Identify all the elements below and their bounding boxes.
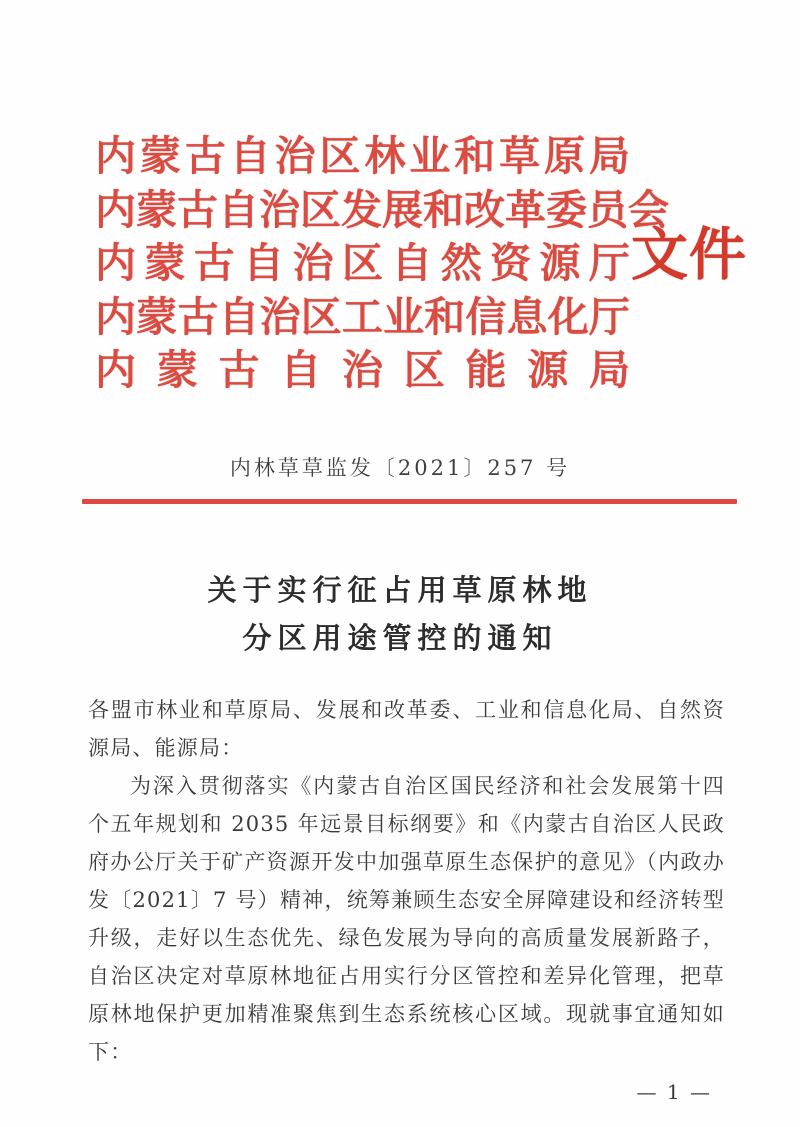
- document-title: [0, 566, 800, 662]
- red-divider: [82, 499, 737, 504]
- letterhead: [95, 130, 747, 398]
- agency-name-development-reform: 内 蒙 古 自 治 区 发 展 和 改 革 委 员 会: [95, 185, 669, 234]
- agency-name-forestry-grassland: 内 蒙 古 自 治 区 林 业 和 草 原 局: [95, 132, 630, 181]
- salutation: 各盟市林业和草原局、发展和改革委、工业和信息化局、自然资源局、能源局：: [88, 698, 725, 760]
- document-number: 内林草草监发〔2021〕257 号: [229, 456, 571, 480]
- agency-name-industry-it: 内 蒙 古 自 治 区 工 业 和 信 息 化 厅: [95, 292, 630, 341]
- document-word-label: 文件: [631, 221, 747, 288]
- agency-name-energy: 内 蒙 古 自 治 区 能 源 局: [95, 346, 630, 395]
- agency-name-natural-resources: 内 蒙 古 自 治 区 自 然 资 源 厅: [95, 239, 630, 288]
- body-paragraph: 为深入贯彻落实《内蒙古自治区国民经济和社会发展第十四个五年规划和 2035 年远景目标纲要》和《内蒙古自治区人民政府办公厅关于矿产资源开发中加强草原生态保护的意见》（内政办发〔2021〕7 号）精神，统筹兼顾生态安全屏障建设和经济转型升级，走好以生态优先、绿色发展为导向的高质量发展新路子，自治区决定对草原林地征占用实行分区管控和差异化管理，把草原林地保护更加精准聚焦到生态系统核心区域。现就事宜通知如下：: [88, 774, 725, 1064]
- document-title-line1: 关于实行征占用草原林地: [207, 573, 593, 607]
- document-title-line2: 分区用途管控的通知: [242, 621, 558, 655]
- document-body: [88, 691, 725, 1071]
- page-number: — 1 —: [636, 1080, 712, 1104]
